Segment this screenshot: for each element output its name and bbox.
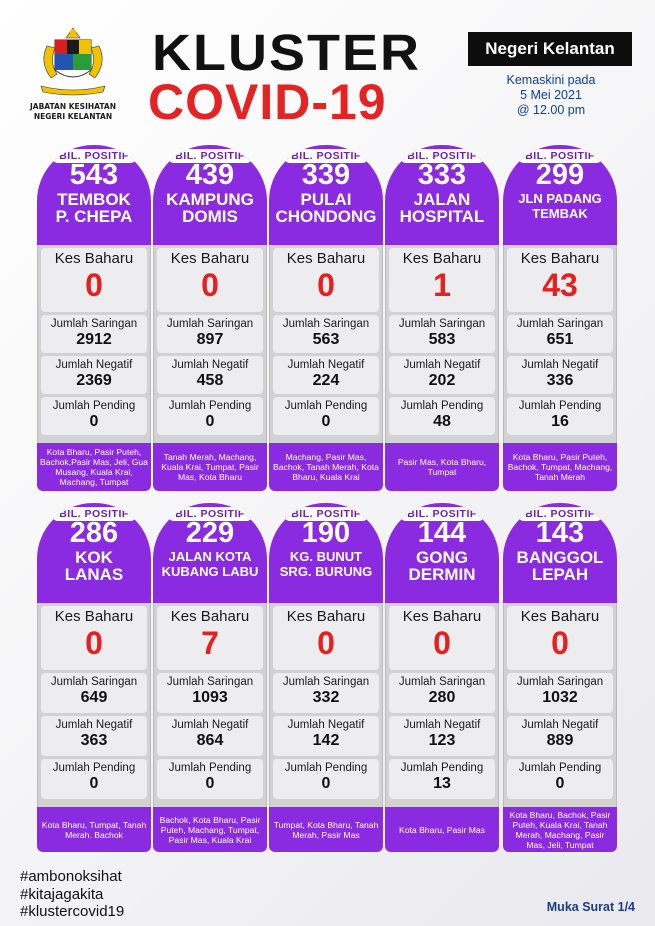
negative-label: Jumlah Negatif <box>287 359 365 371</box>
new-cases-box <box>41 606 147 670</box>
pending-value: 0 <box>321 413 331 430</box>
new-cases-value: 7 <box>201 625 219 661</box>
positive-count: 286 <box>69 517 119 549</box>
hashtag: #kitajagakita <box>20 885 104 903</box>
screening-box <box>157 673 263 713</box>
new-cases-box <box>273 248 379 312</box>
positive-tag: BIL. POSITIF <box>399 507 485 521</box>
cluster-name: TEMBOK P. CHEPA <box>55 190 133 226</box>
cluster-name: KOK LANAS <box>64 548 124 584</box>
negative-label: Jumlah Negatif <box>521 719 599 731</box>
negative-box <box>273 356 379 394</box>
new-cases-value: 1 <box>433 267 451 303</box>
screening-label: Jumlah Saringan <box>50 676 138 688</box>
screening-box <box>157 315 263 353</box>
pending-label: Jumlah Pending <box>52 762 136 774</box>
pending-label: Jumlah Pending <box>518 400 602 412</box>
positive-count: 333 <box>417 159 467 191</box>
negative-box <box>507 356 613 394</box>
affected-areas: Bachok, Kota Bharu, Pasir Puteh, Machang, Tumpat, Pasir Mas, Kuala Krai <box>153 807 267 852</box>
cluster-header <box>37 145 151 245</box>
screening-box <box>273 315 379 353</box>
new-cases-box <box>389 248 495 312</box>
hashtag: #ambonoksihat <box>20 868 122 885</box>
new-cases-box <box>157 606 263 670</box>
affected-areas: Kota Bharu, Pasir Mas <box>385 807 499 852</box>
positive-tag: BIL. POSITIF <box>51 507 137 521</box>
new-cases-value: 0 <box>551 625 569 661</box>
cluster-name: KG. BUNUT SRG. BURUNG <box>279 549 373 579</box>
cluster-stats <box>153 603 267 807</box>
positive-tag: BIL. POSITIF <box>283 507 369 521</box>
screening-label: Jumlah Saringan <box>398 676 486 688</box>
new-cases-label: Kes Baharu <box>170 608 250 625</box>
cluster-name: GONG DERMIN <box>408 548 476 584</box>
pending-box <box>507 397 613 435</box>
negative-box <box>41 356 147 394</box>
positive-tag: BIL. POSITIF <box>517 149 603 163</box>
screening-box <box>507 315 613 353</box>
screening-label: Jumlah Saringan <box>166 676 254 688</box>
new-cases-value: 0 <box>85 625 103 661</box>
cluster-card <box>153 145 267 491</box>
positive-count: 143 <box>535 517 585 549</box>
negative-box <box>507 716 613 756</box>
page-number: Muka Surat 1/4 <box>546 900 635 914</box>
positive-count: 339 <box>301 159 351 191</box>
negative-box <box>389 716 495 756</box>
pending-value: 0 <box>205 775 215 792</box>
screening-box <box>41 315 147 353</box>
new-cases-label: Kes Baharu <box>402 608 482 625</box>
coat-of-arms-icon <box>25 26 121 96</box>
positive-count: 543 <box>69 159 119 191</box>
pending-label: Jumlah Pending <box>52 400 136 412</box>
new-cases-value: 0 <box>317 267 335 303</box>
negative-box <box>157 716 263 756</box>
cluster-name: JLN PADANG TEMBAK <box>518 191 602 221</box>
negative-value: 864 <box>196 732 224 749</box>
pending-value: 0 <box>205 413 215 430</box>
new-cases-value: 0 <box>201 267 219 303</box>
cluster-name: JALAN KOTA KUBANG LABU <box>161 549 259 579</box>
update-time: @ 12.00 pm <box>516 103 586 117</box>
cluster-name: BANGGOL LEPAH <box>516 548 604 584</box>
negative-label: Jumlah Negatif <box>403 719 481 731</box>
affected-areas: Kota Bharu, Pasir Puteh, Bachok, Tumpat, Machang, Tanah Merah <box>503 443 617 491</box>
negative-value: 202 <box>428 372 456 389</box>
new-cases-value: 0 <box>317 625 335 661</box>
new-cases-label: Kes Baharu <box>520 250 600 267</box>
new-cases-label: Kes Baharu <box>520 608 600 625</box>
pending-label: Jumlah Pending <box>400 400 484 412</box>
positive-count: 229 <box>185 517 235 549</box>
cluster-card <box>269 503 383 852</box>
new-cases-label: Kes Baharu <box>54 608 134 625</box>
negative-value: 123 <box>428 732 456 749</box>
pending-box <box>41 397 147 435</box>
cluster-card <box>153 503 267 852</box>
screening-value: 1093 <box>192 689 228 706</box>
update-label: Kemaskini pada <box>506 73 596 87</box>
cluster-card <box>37 145 151 491</box>
negative-value: 142 <box>312 732 340 749</box>
positive-tag: BIL. POSITIF <box>167 149 253 163</box>
cluster-header <box>385 503 499 603</box>
new-cases-value: 0 <box>85 267 103 303</box>
negative-box <box>157 356 263 394</box>
screening-value: 332 <box>312 689 340 706</box>
pending-label: Jumlah Pending <box>168 762 252 774</box>
pending-value: 0 <box>89 413 99 430</box>
cluster-header <box>269 503 383 603</box>
affected-areas: Pasir Mas, Kota Bharu, Tumpat <box>385 443 499 491</box>
affected-areas: Machang, Pasir Mas, Bachok, Tanah Merah, Kota Bharu, Kuala Krai <box>269 443 383 491</box>
positive-count: 439 <box>185 159 235 191</box>
affected-areas: Tanah Merah, Machang, Kuala Krai, Tumpat, Pasir Mas, Kota Bharu <box>153 443 267 491</box>
screening-box <box>507 673 613 713</box>
hashtags <box>20 868 124 921</box>
new-cases-value: 43 <box>542 267 578 303</box>
negative-value: 889 <box>546 732 574 749</box>
screening-label: Jumlah Saringan <box>282 676 370 688</box>
pending-label: Jumlah Pending <box>284 400 368 412</box>
title-line-1: KLUSTER <box>152 24 421 82</box>
screening-value: 563 <box>312 331 340 348</box>
cluster-stats <box>153 245 267 443</box>
cluster-stats <box>37 603 151 807</box>
cluster-name: KAMPUNG DOMIS <box>166 190 254 226</box>
screening-value: 583 <box>428 331 456 348</box>
screening-label: Jumlah Saringan <box>282 318 370 330</box>
cluster-header <box>503 503 617 603</box>
cluster-stats <box>503 245 617 443</box>
negative-label: Jumlah Negatif <box>521 359 599 371</box>
new-cases-value: 0 <box>433 625 451 661</box>
screening-label: Jumlah Saringan <box>516 318 604 330</box>
negative-value: 2369 <box>76 372 112 389</box>
cluster-header <box>153 503 267 603</box>
state-badge: Negeri Kelantan <box>468 32 632 66</box>
screening-label: Jumlah Saringan <box>166 318 254 330</box>
cluster-card <box>503 503 617 852</box>
new-cases-label: Kes Baharu <box>170 250 250 267</box>
positive-tag: BIL. POSITIF <box>51 149 137 163</box>
cluster-stats <box>269 245 383 443</box>
positive-tag: BIL. POSITIF <box>517 507 603 521</box>
negative-value: 224 <box>312 372 340 389</box>
new-cases-box <box>273 606 379 670</box>
positive-tag: BIL. POSITIF <box>167 507 253 521</box>
pending-label: Jumlah Pending <box>400 762 484 774</box>
pending-value: 16 <box>551 413 569 430</box>
screening-value: 280 <box>428 689 456 706</box>
update-timestamp <box>472 73 630 118</box>
affected-areas: Tumpat, Kota Bharu, Tanah Merah, Pasir Mas <box>269 807 383 852</box>
pending-label: Jumlah Pending <box>518 762 602 774</box>
pending-box <box>389 759 495 799</box>
pending-box <box>389 397 495 435</box>
negative-value: 336 <box>546 372 574 389</box>
cluster-card <box>385 145 499 491</box>
new-cases-box <box>41 248 147 312</box>
pending-box <box>157 759 263 799</box>
negative-box <box>273 716 379 756</box>
screening-label: Jumlah Saringan <box>516 676 604 688</box>
negative-label: Jumlah Negatif <box>55 719 133 731</box>
screening-value: 1032 <box>542 689 578 706</box>
screening-box <box>389 673 495 713</box>
negative-box <box>389 356 495 394</box>
new-cases-label: Kes Baharu <box>54 250 134 267</box>
cluster-header <box>385 145 499 245</box>
pending-box <box>273 759 379 799</box>
cluster-card <box>37 503 151 852</box>
affected-areas: Kota Bharu, Tumpat, Tanah Merah. Bachok <box>37 807 151 852</box>
pending-value: 0 <box>321 775 331 792</box>
pending-value: 0 <box>89 775 99 792</box>
screening-label: Jumlah Saringan <box>50 318 138 330</box>
cluster-stats <box>385 603 499 807</box>
new-cases-label: Kes Baharu <box>402 250 482 267</box>
pending-box <box>507 759 613 799</box>
positive-tag: BIL. POSITIF <box>283 149 369 163</box>
negative-value: 363 <box>80 732 108 749</box>
new-cases-box <box>507 606 613 670</box>
positive-count: 190 <box>301 517 351 549</box>
affected-areas: Kota Bharu, Pasir Puteh, Bachok,Pasir Mas, Jeli, Gua Musang, Kuala Krai, Machang, Tumpat <box>37 443 151 491</box>
screening-value: 2912 <box>76 331 112 348</box>
cluster-stats <box>385 245 499 443</box>
pending-box <box>41 759 147 799</box>
cluster-stats <box>269 603 383 807</box>
screening-value: 897 <box>196 331 224 348</box>
positive-tag: BIL. POSITIF <box>399 149 485 163</box>
update-date: 5 Mei 2021 <box>520 88 582 102</box>
pending-label: Jumlah Pending <box>284 762 368 774</box>
cluster-header <box>269 145 383 245</box>
negative-box <box>41 716 147 756</box>
negative-label: Jumlah Negatif <box>55 359 133 371</box>
screening-box <box>41 673 147 713</box>
new-cases-label: Kes Baharu <box>286 608 366 625</box>
agency-logo-block <box>18 26 128 122</box>
cluster-card <box>503 145 617 491</box>
pending-value: 0 <box>555 775 565 792</box>
cluster-name: PULAI CHONDONG <box>275 190 377 226</box>
cluster-card <box>269 145 383 491</box>
cluster-header <box>153 145 267 245</box>
new-cases-box <box>157 248 263 312</box>
title-line-2: COVID-19 <box>148 74 387 130</box>
affected-areas: Kota Bharu, Bachok, Pasir Puteh, Kuala Krai, Tanah Merah, Machang, Pasir Mas, Jeli, Tumpat <box>503 807 617 852</box>
agency-name: JABATAN KESIHATAN NEGERI KELANTAN <box>29 102 116 121</box>
cluster-header <box>503 145 617 245</box>
pending-value: 48 <box>433 413 451 430</box>
negative-label: Jumlah Negatif <box>171 359 249 371</box>
screening-value: 651 <box>546 331 574 348</box>
screening-box <box>273 673 379 713</box>
new-cases-label: Kes Baharu <box>286 250 366 267</box>
negative-value: 458 <box>196 372 224 389</box>
hashtag: #klustercovid19 <box>20 903 125 920</box>
positive-count: 299 <box>535 159 585 191</box>
new-cases-box <box>389 606 495 670</box>
cluster-stats <box>503 603 617 807</box>
negative-label: Jumlah Negatif <box>403 359 481 371</box>
pending-value: 13 <box>433 775 451 792</box>
cluster-name: JALAN HOSPITAL <box>399 190 485 226</box>
cluster-card <box>385 503 499 852</box>
negative-label: Jumlah Negatif <box>171 719 249 731</box>
new-cases-box <box>507 248 613 312</box>
screening-box <box>389 315 495 353</box>
cluster-header <box>37 503 151 603</box>
cluster-stats <box>37 245 151 443</box>
screening-value: 649 <box>80 689 108 706</box>
positive-count: 144 <box>417 517 467 549</box>
pending-box <box>157 397 263 435</box>
screening-label: Jumlah Saringan <box>398 318 486 330</box>
negative-label: Jumlah Negatif <box>287 719 365 731</box>
pending-box <box>273 397 379 435</box>
pending-label: Jumlah Pending <box>168 400 252 412</box>
